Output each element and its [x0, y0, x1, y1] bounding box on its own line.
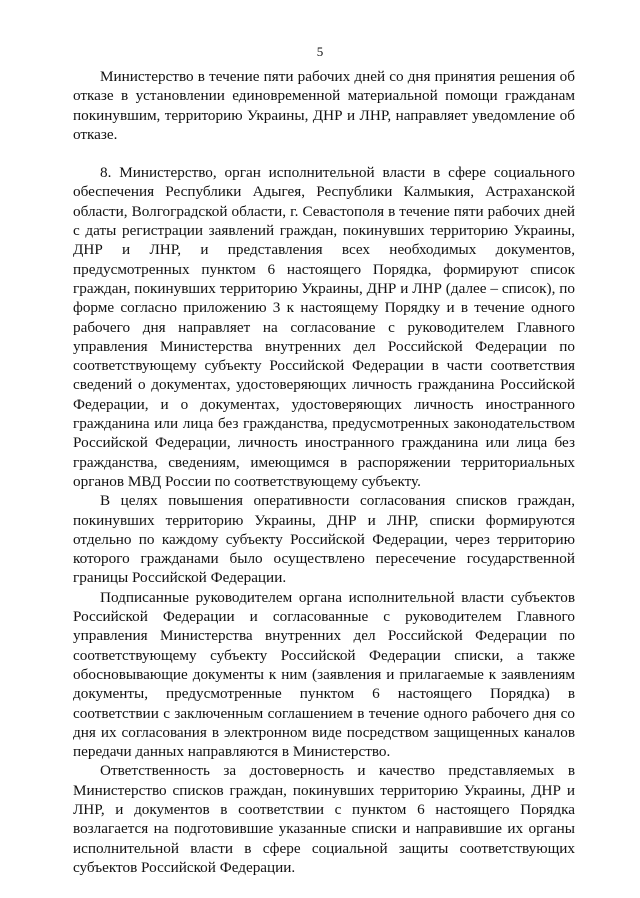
document-body — [73, 67, 575, 877]
paragraph-item-8: 8. Министерство, орган исполнительной власти в сфере социального обеспечения Республики Адыгея, Республики Калмыкия, Астраханской области, Волгоградской области, г. Севастополя в течение пяти рабочих дней с даты регистрации заявлений граждан, покинувших территорию Украины, ДНР и ЛНР, и представления всех необходимых документов, предусмотренных пунктом 6 настоящего Порядка, формируют список граждан, покинувших территорию Украины, ДНР и ЛНР (далее – список), по форме согласно приложению 3 к настоящему Порядку и в течение одного рабочего дня направляет на согласование с руководителем Главного управления Министерства внутренних дел Российской Федерации по соответствующему субъекту Российской Федерации в части соответствия сведений о документах, удостоверяющих личность гражданина Российской Федерации, и о документах, удостоверяющих личность иностранного гражданина или лица без гражданства, предусмотренных законодательством Российской Федерации, личность иностранного гражданина или лица без гражданства, сведениям, имеющимся в распоряжении территориальных органов МВД России по соответствующему субъекту. — [73, 164, 575, 490]
paragraph-responsibility: Ответственность за достоверность и качество представляемых в Министерство списков граждан, покинувших территорию Украины, ДНР и ЛНР, и документов в соответствии с пунктом 6 настоящего Порядка возлагается на подготовившие указанные списки и направившие их органы исполнительной власти в сфере социальной защиты соответствующих субъектов Российской Федерации. — [73, 762, 575, 876]
paragraph-lists-formation: В целях повышения оперативности согласования списков граждан, покинувших территорию Украины, ДНР и ЛНР, списки формируются отдельно по каждому субъекту Российской Федерации, через территорию которого гражданами было осуществлено пересечение государственной границы Российской Федерации. — [73, 492, 575, 587]
paragraph-signed-lists: Подписанные руководителем органа исполнительной власти субъектов Российской Федерации и согласованные с руководителем Главного управления Министерства внутренних дел Российской Федерации по соответствующему субъекту Российской Федерации списки, а также обосновывающие документы к ним (заявления и прилагаемые к заявлениям документы, предусмотренные пунктом 6 настоящего Порядка) в соответствии с заключенным соглашением в течение одного рабочего дня со дня их согласования в электронном виде посредством защищенных каналов передачи данных направляются в Министерство. — [73, 588, 575, 761]
paragraph-refusal-notice: Министерство в течение пяти рабочих дней со дня принятия решения об отказе в установлении единовременной материальной помощи гражданам покинувшим, территорию Украины, ДНР и ЛНР, направляет уведомление об отказе. — [73, 68, 575, 143]
page-number: 5 — [316, 44, 324, 59]
